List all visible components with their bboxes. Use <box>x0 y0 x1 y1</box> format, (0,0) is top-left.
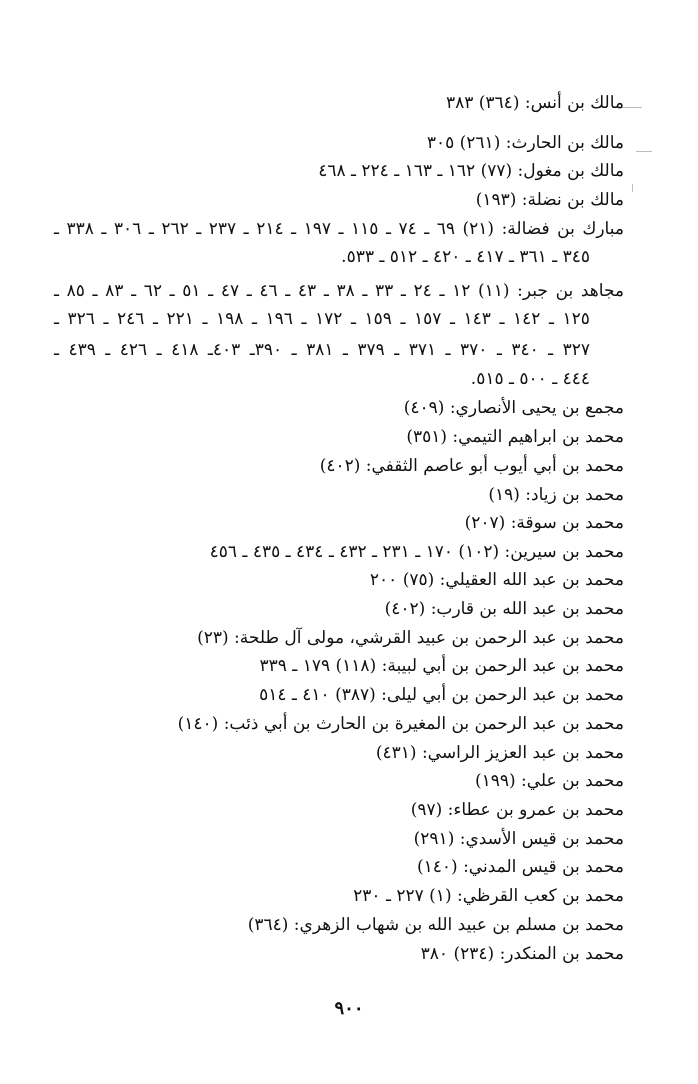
index-entry: محمد بن علي: (١٩٩) <box>474 771 624 791</box>
index-entry: محمد بن عبد الرحمن بن عبيد القرشي، مولى آل طلحة: (٢٣) <box>197 628 624 648</box>
index-entry-continuation: ١٢٥ ـ ١٤٢ ـ ١٤٣ ـ ١٥٧ ـ ١٥٩ ـ ١٧٢ ـ ١٩٦ ـ ١٩٨ ـ ٢٢١ ـ ٢٤٦ ـ ٣٢٦ ـ <box>54 309 590 329</box>
index-entry-continuation: ٣٤٥ ـ ٣٦١ ـ ٤١٧ ـ ٤٢٠ ـ ٥١٢ ـ ٥٣٣. <box>341 247 590 267</box>
index-entry: محمد بن عبد الرحمن بن أبي لبيبة: (١١٨) ١٧٩ ـ ٣٣٩ <box>259 656 624 676</box>
index-entry: مالك بن نضلة: (١٩٣) <box>475 190 624 210</box>
index-entry: محمد بن المنكدر: (٢٣٤) ٣٨٠ <box>420 944 624 964</box>
index-entry: محمد بن عبد الله العقيلي: (٧٥) ٢٠٠ <box>369 570 624 590</box>
index-entry: محمد بن سيرين: (١٠٢) ١٧٠ ـ ٢٣١ ـ ٤٣٢ ـ ٤٣٤ ـ ٤٣٥ ـ ٤٥٦ <box>209 542 624 562</box>
index-entry: محمد بن عمرو بن عطاء: (٩٧) <box>410 800 624 820</box>
index-entry: محمد بن عبد الرحمن بن المغيرة بن الحارث بن أبي ذئب: (١٤٠) <box>177 714 624 734</box>
index-entry: محمد بن عبد الله بن قارب: (٤٠٢) <box>384 599 624 619</box>
index-entry: مجاهد بن جبر: (١١) ١٢ ـ ٢٤ ـ ٣٣ ـ ٣٨ ـ ٤٣ ـ ٤٦ ـ ٤٧ ـ ٥١ ـ ٦٢ ـ ٨٣ ـ ٨٥ ـ <box>54 281 625 301</box>
scan-mark <box>622 107 642 108</box>
index-entry: محمد بن مسلم بن عبيد الله بن شهاب الزهري: (٣٦٤) <box>247 915 624 935</box>
index-entry: محمد بن قيس المدني: (١٤٠) <box>416 857 624 877</box>
index-entry-continuation: ٤٤٤ ـ ٥٠٠ ـ ٥١٥. <box>470 369 590 389</box>
index-entry: محمد بن قيس الأسدي: (٢٩١) <box>413 829 624 849</box>
index-entry: محمد بن أبي أيوب أبو عاصم الثقفي: (٤٠٢) <box>319 456 624 476</box>
index-entry: مالك بن الحارث: (٢٦١) ٣٠٥ <box>426 133 624 153</box>
index-entry: محمد بن زياد: (١٩) <box>488 485 624 505</box>
index-entry: محمد بن سوقة: (٢٠٧) <box>464 513 624 533</box>
page-number: ٩٠٠ <box>334 998 364 1019</box>
index-entry: محمد بن عبد العزيز الراسي: (٤٣١) <box>375 743 624 763</box>
scan-mark <box>636 151 652 152</box>
index-entry: محمد بن عبد الرحمن بن أبي ليلى: (٣٨٧) ٤١٠ ـ ٥١٤ <box>259 685 624 705</box>
index-entry: مبارك بن فضالة: (٢١) ٦٩ ـ ٧٤ ـ ١١٥ ـ ١٩٧ ـ ٢١٤ ـ ٢٣٧ ـ ٢٦٢ ـ ٣٠٦ ـ ٣٣٨ ـ <box>54 219 624 239</box>
index-entry: مجمع بن يحيى الأنصاري: (٤٠٩) <box>403 398 624 418</box>
index-entry: محمد بن ابراهيم التيمي: (٣٥١) <box>406 427 624 447</box>
index-entry: محمد بن كعب القرظي: (١) ٢٢٧ ـ ٢٣٠ <box>353 886 624 906</box>
index-entry: مالك بن مغول: (٧٧) ١٦٢ ـ ١٦٣ ـ ٢٢٤ ـ ٤٦٨ <box>318 161 624 181</box>
scan-mark <box>632 184 633 192</box>
index-entry: مالك بن أنس: (٣٦٤) ٣٨٣ <box>445 93 624 113</box>
index-entry-continuation: ٣٢٧ ـ ٣٤٠ ـ ٣٧٠ ـ ٣٧١ ـ ٣٧٩ ـ ٣٨١ ـ ٣٩٠ـ ٤٠٣ـ ٤١٨ ـ ٤٢٦ ـ ٤٣٩ ـ <box>54 340 591 360</box>
